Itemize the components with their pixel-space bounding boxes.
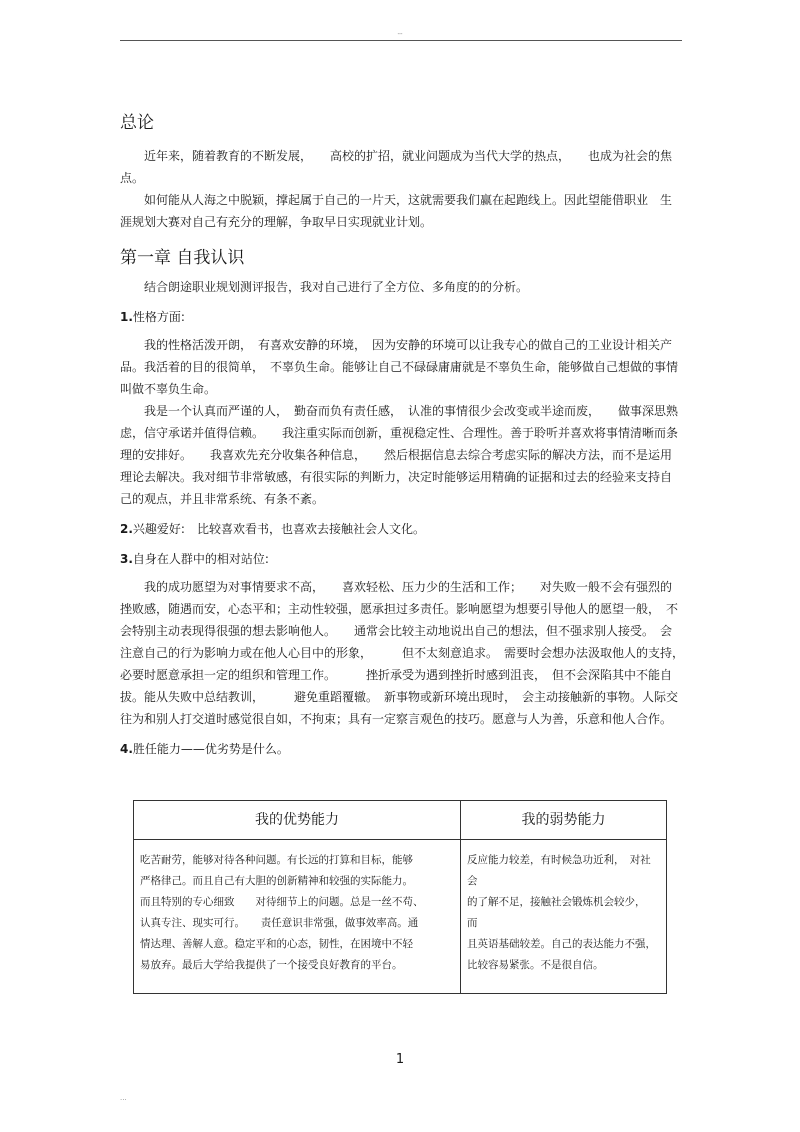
footer-mark: ...: [120, 1094, 127, 1102]
section-2-title: [120, 518, 680, 540]
weaknesses-column: [461, 801, 666, 993]
position-paragraph: 我的成功愿望为对事情要求不高， 喜欢轻松、压力少的生活和工作； 对失败一般不会有强烈的挫败感，随遇而安，心态平和；主动性较强，愿承担过多责任。影响愿望为想要引导他人的愿望一般， 不会特别主动表现得很强的想去影响他人。 通常会比较主动地说出自己的想法，但不强求别人接受。 会注意自己的行为影响力或在他人心目中的形象， 但不太刻意追求。 需要时会想办法汲取他人的支持， 必要时愿意承担一定的组织和管理工作。 挫折承受为遇到挫折时感到沮丧， 但不会深陷其中不能自拔。能从失败中总结教训， 避免重蹈覆辙。 新事物或新环境出现时， 会主动接触新的事物。人际交往为和别人打交道时感觉很自如，不拘束；具有一定察言观色的技巧。愿意与人为善，乐意和他人合作。: [120, 580, 703, 726]
strengths-line: 吃苦耐劳，能够对待各种问题。有长远的打算和目标，能够: [140, 854, 413, 866]
section-4-number: 4.: [120, 742, 133, 756]
strengths-line: 易放弃。最后大学给我提供了一个接受良好教育的平台。: [140, 959, 403, 971]
section-3-number: 3.: [120, 552, 133, 566]
section-2-text: 比较喜欢看书，也喜欢去接触社会人文化。: [196, 522, 425, 536]
section-3-title: [120, 548, 680, 570]
section-1-title: [120, 306, 680, 328]
header-rule: [120, 40, 682, 41]
strengths-line: 而且特别的专心细致 对待细节上的问题。总是一丝不苟、: [140, 896, 424, 908]
weaknesses-line: 的了解不足，接触社会锻炼机会较少， 而: [467, 896, 651, 929]
section-3-label: 自身在人群中的相对站位:: [132, 552, 269, 566]
section-4-title: [120, 738, 680, 760]
summary-heading: 总论: [120, 113, 154, 133]
section-1-label: 性格方面:: [132, 310, 185, 324]
personality-paragraph-2: 我是一个认真而严谨的人， 勤奋而负有责任感， 认准的事情很少会改变或半途而废， 做事深思熟虑，信守承诺并值得信赖。 我注重实际而创新，重视稳定性、合理性。善于聆听并喜欢将事情清晰而条理的安排好。 我喜欢先充分收集各种信息， 然后根据信息去综合考虑实际的解决方法，而不是运用理论去解决。我对细节非常敏感，有很实际的判断力，决定时能够运用精确的证据和过去的经验来支持自己的观点，并且非常系统、有条不紊。: [120, 404, 679, 506]
ability-table: [133, 800, 667, 994]
document-body: [120, 108, 703, 766]
strengths-line: 严格律己。而且自己有大胆的创新精神和较强的实际能力。: [140, 875, 413, 887]
summary-paragraph-2: 如何能从人海之中脱颖，撑起属于自己的一片天，这就需要我们赢在起跑线上。因此望能借职业 生涯规划大赛对自己有充分的理解，争取早日实现就业计划。: [120, 193, 673, 229]
section-2-label: 兴趣爱好:: [132, 522, 185, 536]
personality-paragraph-1: 我的性格活泼开朗， 有喜欢安静的环境， 因为安静的环境可以让我专心的做自己的工业设计相关产品。我活着的目的很简单， 不辜负生命。能够让自己不碌碌庸庸就是不辜负生命，能够做自己想做的事情叫做不辜负生命。: [120, 338, 679, 396]
weaknesses-body: [461, 840, 666, 976]
weaknesses-line: 反应能力较差，有时候急功近利， 对社会: [467, 854, 651, 887]
section-4-label: 胜任能力——优劣势是什么。: [132, 742, 289, 756]
page-number: 1: [395, 1052, 405, 1067]
chapter-intro: 结合朗途职业规划测评报告，我对自己进行了全方位、多角度的的分析。: [144, 280, 529, 294]
chapter-heading: 第一章 自我认识: [120, 248, 245, 268]
strengths-column: [134, 801, 461, 993]
strengths-body: [134, 840, 460, 976]
weaknesses-line: 且英语基础较差。自己的表达能力不强，: [467, 938, 656, 950]
section-2-number: 2.: [120, 522, 133, 536]
strengths-line: 认真专注、现实可行。 责任意识非常强，做事效率高。通: [140, 917, 419, 929]
header-mark: --: [397, 30, 403, 38]
section-1-number: 1.: [120, 310, 133, 324]
strengths-header: 我的优势能力: [134, 801, 460, 840]
weaknesses-line: 比较容易紧张。不是很自信。: [467, 959, 604, 971]
strengths-line: 情达理、善解人意。稳定平和的心态，韧性，在困境中不轻: [140, 938, 413, 950]
weaknesses-header: 我的弱势能力: [461, 801, 666, 840]
summary-paragraph-1: 近年来，随着教育的不断发展， 高校的扩招，就业问题成为当代大学的热点， 也成为社会的焦点。: [120, 149, 673, 185]
